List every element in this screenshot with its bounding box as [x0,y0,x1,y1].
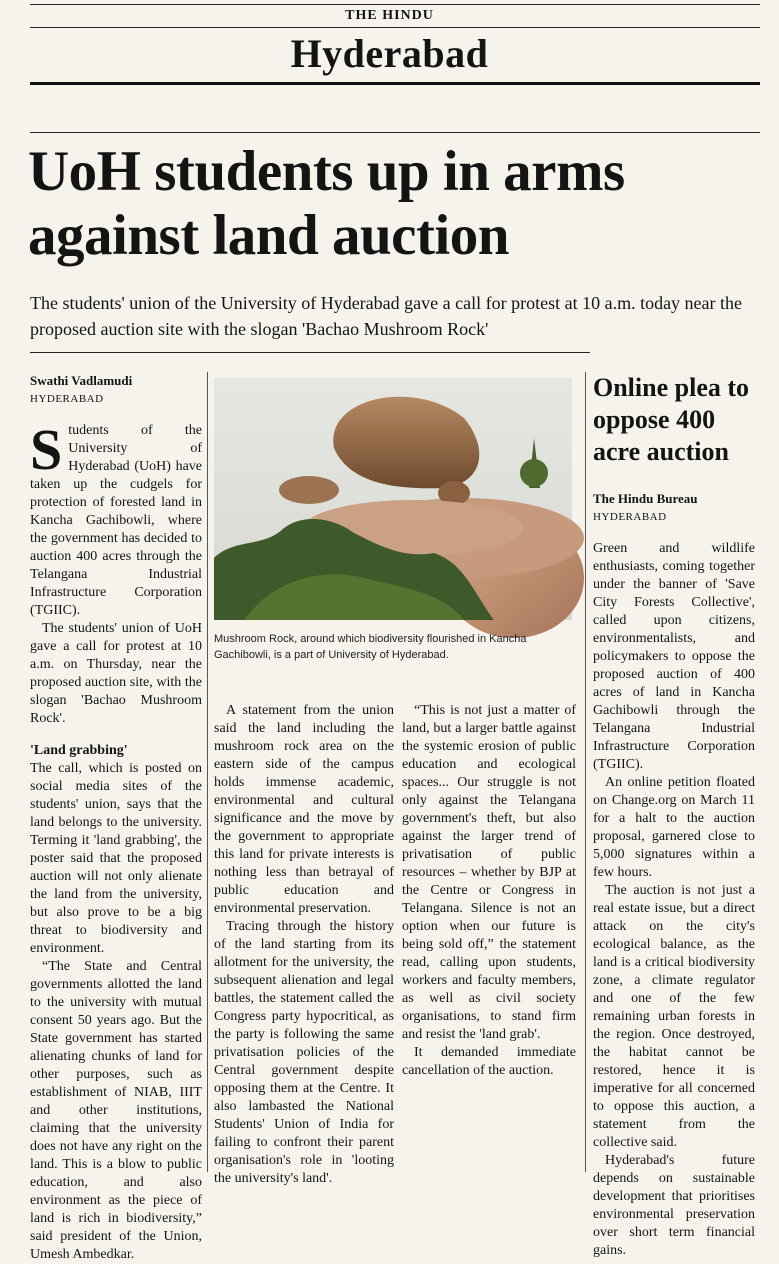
masthead-rule [30,27,760,28]
dateline: HYDERABAD [30,393,104,405]
side-paragraph-2: An online petition floated on Change.org on March 11 for a halt to the auction proposal, garnered close to 5,000 signatures within a few hours. [593,775,755,880]
headline: UoH students up in arms against land auction [28,140,625,267]
byline: Swathi Vadlamudi [30,373,133,388]
column-divider-1 [207,372,208,1172]
headline-top-rule [30,132,760,133]
paragraph-6: Tracing through the history of the land starting from its allotment for the university, the subsequent alienation and legal battles, the statement called the Congress party hypocritical, as the party is following the same privatisation policies of the Central government despite opposing them at the Centre. It also lambasted the National Students' Union of India for failing to confront their parent organisation's role in 'looting the university's land'. [214,919,394,1186]
paragraph-3: The call, which is posted on social media sites of the students' union, says that the land belongs to the university. Terming it 'land grabbing', the poster said that the proposed auction will not only alienate the land from the university, but also prove to be a big threat to biodiversity and environment. [30,761,202,956]
side-story-column [593,490,755,1260]
masthead [0,0,779,120]
main-story-column-1 [30,372,202,1264]
top-rule [30,4,760,5]
standfirst-rule [30,352,590,353]
lead-paragraph [30,417,202,620]
side-paragraph-3: The auction is not just a real estate issue, but a direct attack on the city's ecological balance, as the land is a critical biodiversity zone, a climate regulator and one of the few remaining urban forests in the region. Once destroyed, the habitat cannot be restored, hence it is imperative for all concerned to oppose this auction, a statement from the collective said. [593,883,755,1150]
paragraph-8: It demanded immediate cancellation of the auction. [402,1045,576,1078]
para-1-text: tudents of the University of Hyderabad (UoH) have taken up the cudgels for protection of forested land in Kancha Gachibowli, where the government has decided to auction 400 acres through the Telangana Industrial Infrastructure Corporation (TGIIC). [30,423,202,618]
standfirst: The students' union of the University of Hyderabad gave a call for protest at 10 a.m. today near the proposed auction site with the slogan 'Bachao Mushroom Rock' [30,293,743,339]
section-rule [30,82,760,85]
mushroom-rock-photo [214,378,572,620]
side-dateline: HYDERABAD [593,511,667,523]
photo-caption: Mushroom Rock, around which biodiversity flourished in Kancha Gachibowli, is a part of University of Hyderabad. [214,633,527,661]
dropcap: S [30,417,63,482]
subhead: 'Land grabbing' [30,743,128,758]
paragraph-7: “This is not just a matter of land, but a larger battle against the systemic erosion of public education and ecological spaces... Our struggle is not only against the Telangana government's theft, but also against the larger trend of privatisation of public resources – whether by BJP at the Centre or Congress in Telangana. Silence is not an option when our future is being sold off,” the statement read, calling upon students, workers and faculty members, as well as civil society organisations, to stand firm and resist the 'land grab'. [402,703,576,1042]
column-divider-sidebar [585,372,586,1172]
paragraph-4: “The State and Central governments allotted the land to the university with mutual consent 50 years ago. But the State government has started alienating chunks of land for other purposes, such as establishment of NIAB, IIIT and other institutions, claiming that the university does not have any right on the land. This is a blow to public education, and also environment as the piece of land is rich in biodiversity,” said president of the Union, Umesh Ambedkar. [30,959,202,1262]
main-story-column-3 [402,702,576,1080]
paragraph-2: The students' union of UoH gave a call for protest at 10 a.m. on Thursday, near the proposed auction site, with the slogan 'Bachao Mushroom Rock'. [30,621,202,726]
main-story-column-2 [214,702,394,1188]
paragraph-5: A statement from the union said the land including the mushroom rock area on the eastern side of the campus holds immense academic, environmental and cultural significance and the move by the government to appropriate this land for private interests is nothing less than betrayal of public education and environmental preservation. [214,703,394,916]
side-byline: The Hindu Bureau [593,491,698,506]
side-paragraph-4: Hyderabad's future depends on sustainable development that prioritises environmental preservation over short term financial gains. [593,1153,755,1258]
side-paragraph-1: Green and wildlife enthusiasts, coming together under the banner of 'Save City Forests Collective', called upon citizens, environmentalists, and policymakers to oppose the proposed auction of 400 acres of land in Kancha Gachibowli through the Telangana Industrial Infrastructure Corporation (TGIIC). [593,541,755,772]
section-name: Hyderabad [290,31,489,76]
side-story-headline: Online plea to oppose 400 acre auction [593,373,750,466]
paper-name: THE HINDU [345,8,434,23]
